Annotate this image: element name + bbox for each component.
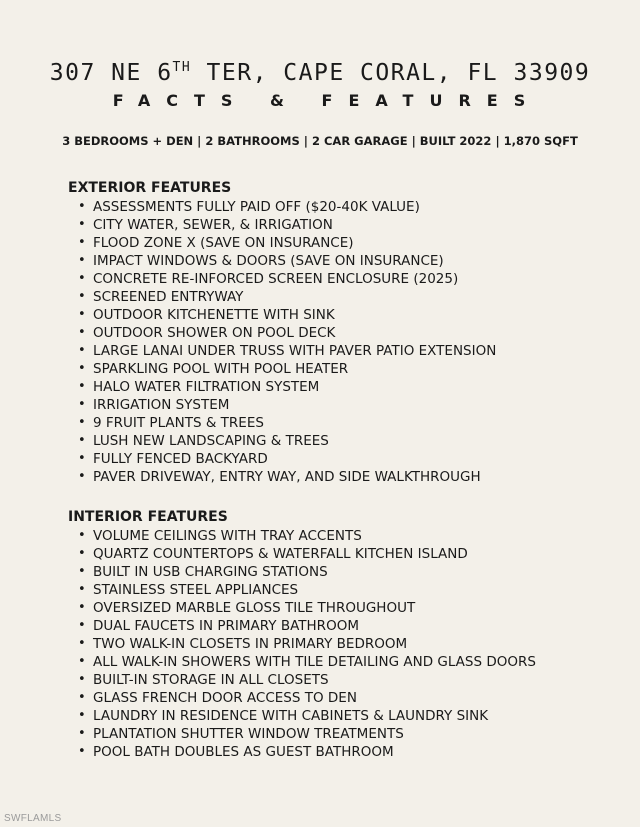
feature-text: OUTDOOR KITCHENETTE WITH SINK [93, 307, 335, 323]
bullet-icon: • [78, 654, 86, 669]
feature-list-item [76, 743, 536, 761]
feature-text: BUILT-IN STORAGE IN ALL CLOSETS [93, 672, 329, 688]
feature-list-item [76, 468, 496, 486]
feature-list-item [76, 252, 496, 270]
feature-text: IMPACT WINDOWS & DOORS (SAVE ON INSURANCE) [93, 253, 444, 269]
feature-list-item [76, 432, 496, 450]
bullet-icon: • [78, 289, 86, 304]
feature-text: ALL WALK-IN SHOWERS WITH TILE DETAILING AND GLASS DOORS [93, 654, 536, 670]
bullet-icon: • [78, 415, 86, 430]
feature-text: GLASS FRENCH DOOR ACCESS TO DEN [93, 690, 357, 706]
feature-list-item [76, 306, 496, 324]
feature-text: LUSH NEW LANDSCAPING & TREES [93, 433, 329, 449]
bullet-icon: • [78, 451, 86, 466]
bullet-icon: • [78, 564, 86, 579]
feature-list-item [76, 653, 536, 671]
feature-list-item [76, 270, 496, 288]
feature-list-item [76, 288, 496, 306]
address-superscript: TH [172, 60, 192, 75]
bullet-icon: • [78, 433, 86, 448]
feature-text: LARGE LANAI UNDER TRUSS WITH PAVER PATIO EXTENSION [93, 343, 497, 359]
feature-list-item [76, 563, 536, 581]
feature-text: POOL BATH DOUBLES AS GUEST BATHROOM [93, 744, 394, 760]
feature-list-item [76, 581, 536, 599]
feature-text: SCREENED ENTRYWAY [93, 289, 244, 305]
bullet-icon: • [78, 582, 86, 597]
feature-text: STAINLESS STEEL APPLIANCES [93, 582, 299, 598]
feature-list-item [76, 527, 536, 545]
feature-list-item [76, 378, 496, 396]
page-subtitle: FACTS & FEATURES [112, 91, 542, 110]
feature-list-item [76, 216, 496, 234]
bullet-icon: • [78, 618, 86, 633]
bullet-icon: • [78, 199, 86, 214]
feature-list-item [76, 360, 496, 378]
feature-text: TWO WALK-IN CLOSETS IN PRIMARY BEDROOM [93, 636, 408, 652]
feature-text: SPARKLING POOL WITH POOL HEATER [93, 361, 349, 377]
feature-text: FULLY FENCED BACKYARD [93, 451, 268, 467]
page-title-address [0, 60, 640, 86]
feature-list-item [76, 324, 496, 342]
feature-list-item [76, 707, 536, 725]
bullet-icon: • [78, 600, 86, 615]
feature-list-item [76, 599, 536, 617]
bullet-icon: • [78, 546, 86, 561]
watermark: SWFLAMLS [4, 813, 62, 824]
bullet-icon: • [78, 217, 86, 232]
feature-text: 9 FRUIT PLANTS & TREES [93, 415, 264, 431]
bullet-icon: • [78, 636, 86, 651]
address-part1: 307 NE 6 [49, 60, 173, 86]
bullet-icon: • [78, 528, 86, 543]
feature-text: BUILT IN USB CHARGING STATIONS [93, 564, 328, 580]
bullet-icon: • [78, 469, 86, 484]
feature-list-item [76, 342, 496, 360]
feature-list-item [76, 198, 496, 216]
feature-list-item [76, 635, 536, 653]
feature-text: VOLUME CEILINGS WITH TRAY ACCENTS [93, 528, 362, 544]
feature-text: OUTDOOR SHOWER ON POOL DECK [93, 325, 336, 341]
feature-list-item [76, 234, 496, 252]
bullet-icon: • [78, 397, 86, 412]
feature-list-item [76, 671, 536, 689]
feature-text: LAUNDRY IN RESIDENCE WITH CABINETS & LAUNDRY SINK [93, 708, 489, 724]
feature-text: PAVER DRIVEWAY, ENTRY WAY, AND SIDE WALKTHROUGH [93, 469, 481, 485]
feature-list-item [76, 414, 496, 432]
exterior-features-heading: EXTERIOR FEATURES [68, 180, 232, 196]
bullet-icon: • [78, 343, 86, 358]
feature-text: IRRIGATION SYSTEM [93, 397, 230, 413]
feature-text: OVERSIZED MARBLE GLOSS TILE THROUGHOUT [93, 600, 416, 616]
bullet-icon: • [78, 744, 86, 759]
bullet-icon: • [78, 325, 86, 340]
exterior-features-list [76, 198, 496, 486]
feature-list-item [76, 689, 536, 707]
bullet-icon: • [78, 361, 86, 376]
feature-text: ASSESSMENTS FULLY PAID OFF ($20-40K VALUE) [93, 199, 420, 215]
feature-text: QUARTZ COUNTERTOPS & WATERFALL KITCHEN ISLAND [93, 546, 468, 562]
feature-text: HALO WATER FILTRATION SYSTEM [93, 379, 320, 395]
bullet-icon: • [78, 235, 86, 250]
bullet-icon: • [78, 307, 86, 322]
interior-features-list [76, 527, 536, 761]
property-summary: 3 BEDROOMS + DEN | 2 BATHROOMS | 2 CAR GARAGE | BUILT 2022 | 1,870 SQFT [62, 134, 578, 148]
feature-list-item [76, 545, 536, 563]
feature-list-item [76, 725, 536, 743]
feature-list-item [76, 396, 496, 414]
bullet-icon: • [78, 253, 86, 268]
feature-text: CITY WATER, SEWER, & IRRIGATION [93, 217, 333, 233]
feature-text: CONCRETE RE-INFORCED SCREEN ENCLOSURE (2025) [93, 271, 459, 287]
address-part2: TER, CAPE CORAL, FL 33909 [191, 60, 591, 86]
bullet-icon: • [78, 708, 86, 723]
bullet-icon: • [78, 672, 86, 687]
bullet-icon: • [78, 726, 86, 741]
feature-text: DUAL FAUCETS IN PRIMARY BATHROOM [93, 618, 359, 634]
bullet-icon: • [78, 271, 86, 286]
interior-features-heading: INTERIOR FEATURES [68, 509, 228, 525]
feature-text: FLOOD ZONE X (SAVE ON INSURANCE) [93, 235, 354, 251]
bullet-icon: • [78, 690, 86, 705]
bullet-icon: • [78, 379, 86, 394]
feature-list-item [76, 617, 536, 635]
feature-text: PLANTATION SHUTTER WINDOW TREATMENTS [93, 726, 404, 742]
feature-list-item [76, 450, 496, 468]
